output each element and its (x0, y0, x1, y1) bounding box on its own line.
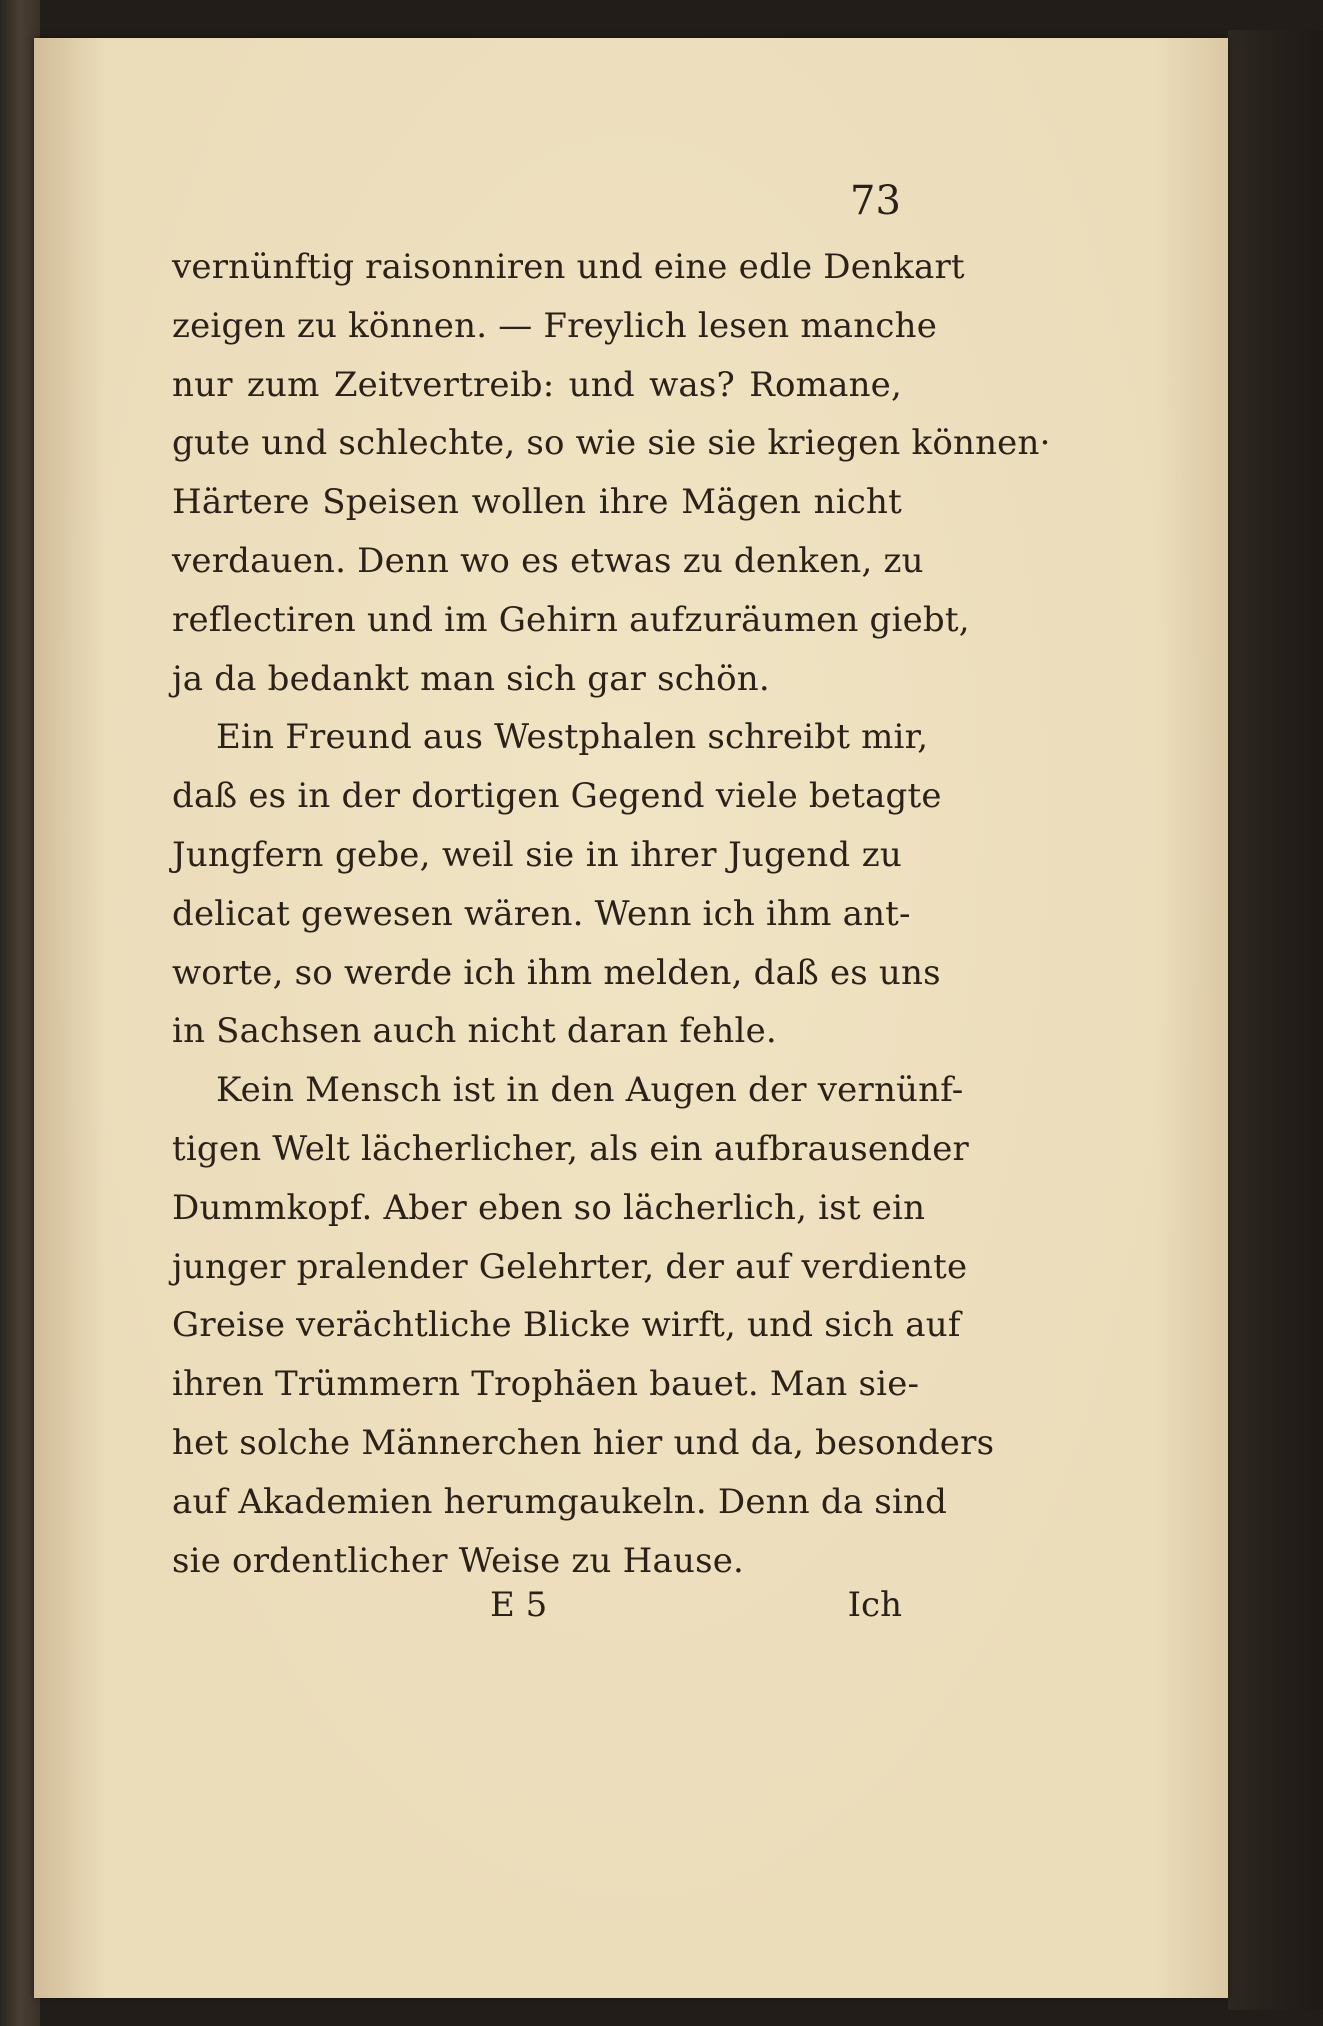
signature-mark: E 5 (490, 1585, 548, 1625)
text-line: verdauen. Denn wo es etwas zu denken, zu (172, 540, 924, 581)
text-line: in Sachsen auch nicht daran fehle. (172, 1011, 777, 1052)
text-line: delicat gewesen wären. Wenn ich ihm ant- (172, 893, 911, 934)
body-text (172, 238, 1051, 1590)
text-line: Kein Mensch ist in den Augen der vernünf- (216, 1070, 964, 1111)
text-line: worte, so werde ich ihm melden, daß es uns (172, 952, 941, 993)
text-line: junger pralender Gelehrter, der auf verdiente (172, 1246, 968, 1287)
text-line: tigen Welt lächerlicher, als ein aufbrausender (172, 1128, 970, 1169)
text-line: Greise verächtliche Blicke wirft, und sich auf (172, 1305, 961, 1346)
background-shadow (1228, 30, 1323, 2010)
text-line: reflectiren und im Gehirn aufzuräumen giebt, (172, 599, 970, 640)
page-number: 73 (850, 178, 901, 224)
text-line: ja da bedankt man sich gar schön. (172, 658, 770, 699)
text-line: sie ordentlicher Weise zu Hause. (172, 1540, 745, 1581)
text-line: Dummkopf. Aber eben so lächerlich, ist ein (172, 1187, 926, 1228)
paragraph-3 (172, 1061, 995, 1590)
page-footer (172, 1585, 902, 1645)
text-line: vernünftig raisonniren und eine edle Denkart (172, 247, 965, 287)
text-line: zeigen zu können. — Freylich lesen manche (172, 305, 938, 346)
text-line: Jungfern gebe, weil sie in ihrer Jugend zu (172, 834, 902, 875)
paragraph-2 (172, 708, 942, 1061)
catchword: Ich (847, 1585, 902, 1625)
text-line: Härtere Speisen wollen ihre Mägen nicht (172, 482, 902, 523)
text-line: gute und schlechte, so wie sie sie kriegen können· (172, 423, 1051, 464)
text-line: ihren Trümmern Trophäen bauet. Man sie- (172, 1364, 920, 1405)
text-line: het solche Männerchen hier und da, besonders (172, 1422, 995, 1463)
text-line: auf Akademien herumgaukeln. Denn da sind (172, 1481, 948, 1522)
text-line: Ein Freund aus Westphalen schreibt mir, (216, 717, 929, 758)
paragraph-1 (172, 238, 1051, 708)
text-line: daß es in der dortigen Gegend viele betagte (172, 776, 942, 817)
text-line: nur zum Zeitvertreib: und was? Romane, (172, 364, 902, 405)
